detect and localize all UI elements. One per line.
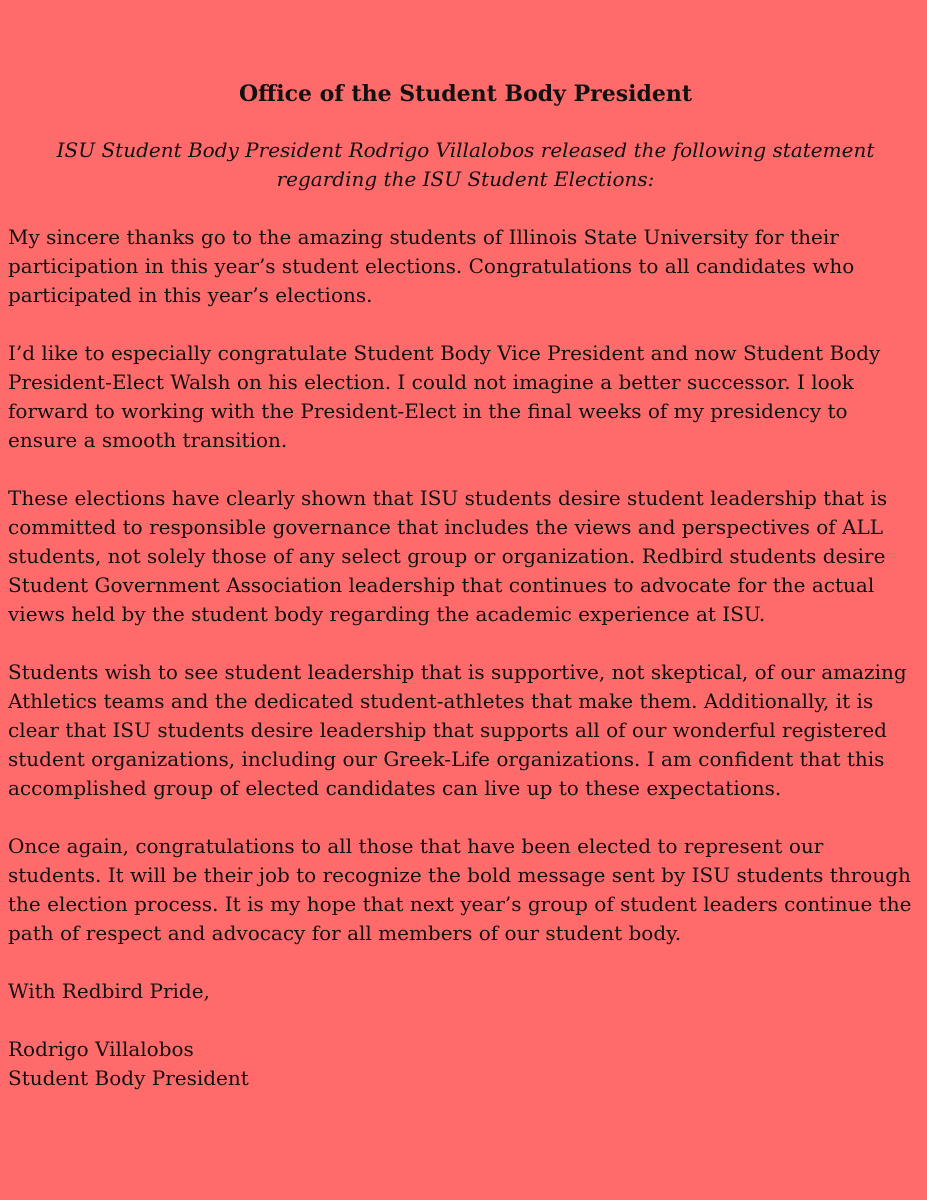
paragraph-once-again: Once again, congratulations to all those that have been elected to represent our students. It will be their job to recognize the bold message sent by ISU students through the election process. It is my hope that next year’s group of student leaders continue the path of respect and advocacy for all members of our student body. (8, 834, 912, 945)
paragraph-thanks: My sincere thanks go to the amazing students of Illinois State University for their participation in this year’s student elections. Congratulations to all candidates who participated in this year’s elections. (8, 225, 855, 307)
document-subtitle: ISU Student Body President Rodrigo Villalobos released the following statement regarding the ISU Student Elections: (56, 138, 875, 191)
document-title: Office of the Student Body President (239, 81, 692, 107)
statement-document (8, 78, 923, 1093)
paragraph-athletics-greek-life: Students wish to see student leadership that is supportive, not skeptical, of our amazing Athletics teams and the dedicated student-athletes that make them. Additionally, it is clear that ISU students desire leadership that supports all of our wonderful registered student organizations, including our Greek-Life organizations. I am confident that this accomplished group of elected candidates can live up to these expectations. (8, 660, 907, 800)
signature-name: Rodrigo Villalobos (8, 1037, 194, 1061)
closing-line: With Redbird Pride, (8, 979, 210, 1003)
paragraph-elections-shown: These elections have clearly shown that ISU students desire student leadership that is committed to responsible governance that includes the views and perspectives of ALL students, not solely those of any select group or organization. Redbird students desire Student Government Association leadership that continues to advocate for the actual views held by the student body regarding the academic experience at ISU. (8, 486, 888, 626)
paragraph-congratulate-walsh: I’d like to especially congratulate Student Body Vice President and now Student Body President-Elect Walsh on his election. I could not imagine a better successor. I look forward to working with the President-Elect in the final weeks of my presidency to ensure a smooth transition. (8, 341, 881, 452)
signature-title: Student Body President (8, 1066, 249, 1090)
